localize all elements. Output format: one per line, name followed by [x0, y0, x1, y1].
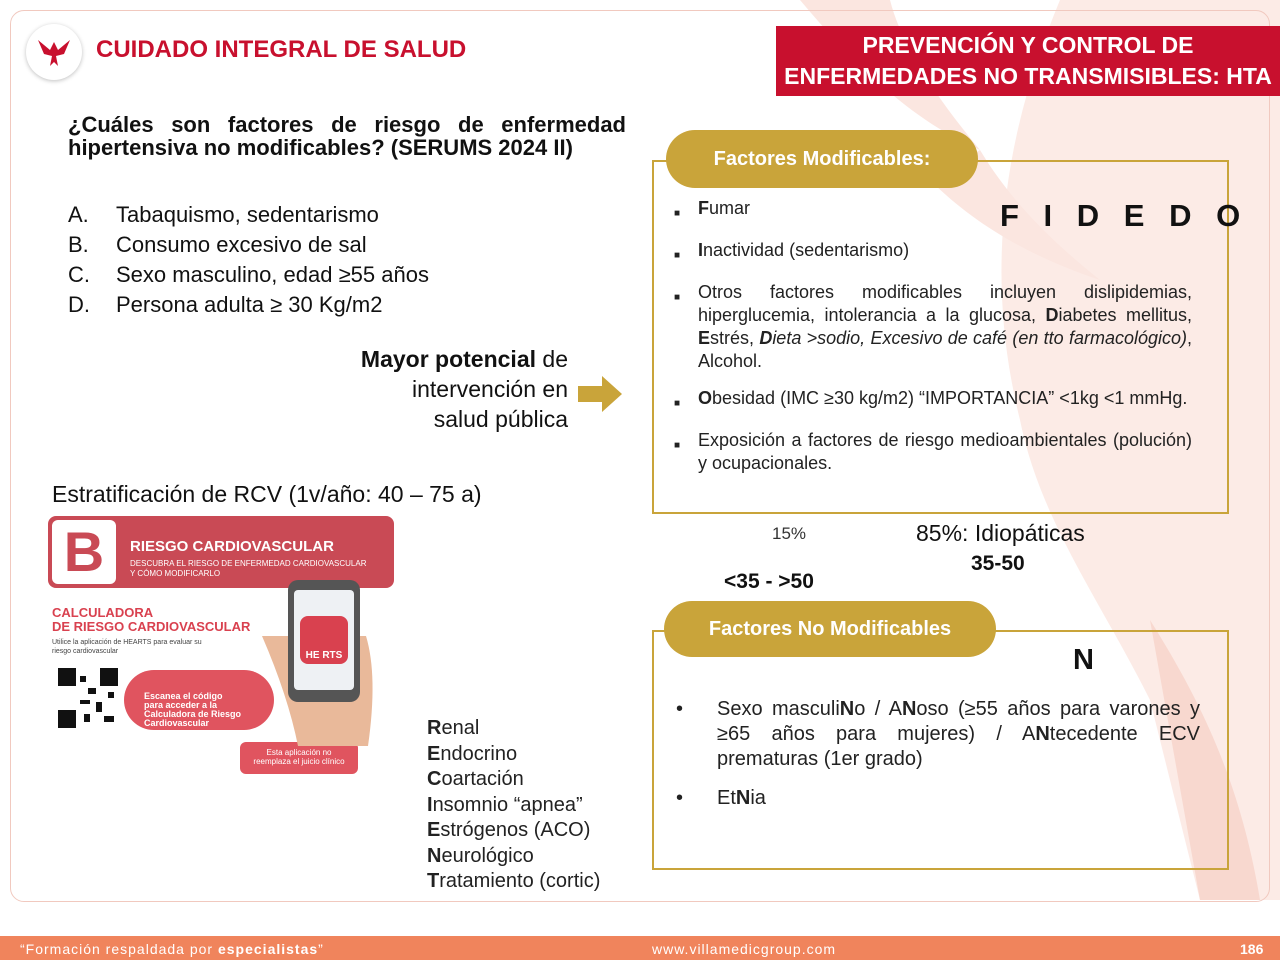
item-text: ia [750, 787, 766, 809]
item-text: Et [717, 787, 736, 809]
pct-15: 15% [772, 524, 807, 543]
calc-title-line1: CALCULADORA [52, 605, 154, 620]
item-text: iabetes mellitus, [1058, 305, 1193, 325]
footer-quote-pre: “Formación respaldada por [20, 941, 218, 957]
initial-letter: D [759, 328, 773, 348]
list-item [427, 869, 600, 895]
list-item [427, 716, 600, 742]
initial-letter: C [427, 768, 442, 790]
initial-letter: R [427, 717, 442, 739]
option-text: Tabaquismo, sedentarismo [116, 202, 379, 227]
square-bullet-icon: ■ [674, 440, 681, 451]
answer-options [68, 200, 429, 320]
hearts-app-label: HE RTS [305, 650, 343, 661]
item-text-italic: ieta >sodio, Excesivo de café (en tto farmacológico) [772, 328, 1187, 348]
initial-letter: T [427, 870, 440, 892]
item-text: Otros factores modificables incluyen dislipidemias, hiperglucemia, intolerancia a la glucosa, [698, 282, 1192, 325]
option-a [68, 200, 429, 230]
mayor-bold: Mayor potencial [360, 346, 537, 372]
square-bullet-icon: ■ [674, 250, 681, 261]
phoenix-logo-icon [34, 32, 74, 72]
page-number: 186 [1240, 941, 1264, 957]
list-item [676, 786, 1200, 811]
item-text: eurológico [441, 844, 534, 867]
scan-line3: Calculadora de Riesgo [144, 709, 242, 719]
card-title: RIESGO CARDIOVASCULAR [130, 538, 334, 555]
public-health-note [300, 344, 568, 434]
hearts-card [48, 516, 394, 776]
item-text: , Alcohol. [698, 328, 1192, 371]
card-note [244, 748, 354, 766]
option-letter: D. [68, 292, 90, 317]
range-85: 35-50 [971, 552, 1025, 575]
nonmodifiable-factors-title: Factores No Modificables [664, 601, 996, 657]
nonmodifiable-factors-list [676, 697, 1200, 825]
option-c [68, 260, 429, 290]
footer-quote-bold: especialistas [217, 941, 319, 957]
option-letter: A. [68, 202, 89, 227]
topic-title-line1: PREVENCIÓN Y CONTROL DE [862, 32, 1194, 58]
scan-text [144, 692, 241, 728]
arrow-right-icon [578, 374, 622, 414]
list-item [427, 818, 600, 844]
calc-title [52, 606, 250, 634]
option-text: Sexo masculino, edad ≥55 años [116, 262, 429, 287]
pct-85: 85%: Idiopáticas [916, 520, 1085, 546]
square-bullet-icon: ■ [674, 292, 681, 303]
item-text: tecedente ECV prematuras (1er grado) [717, 723, 1200, 770]
initial-letter: N [1035, 723, 1050, 745]
initial-letter: F [698, 198, 709, 218]
footer [0, 936, 1280, 960]
topic-header [776, 26, 1280, 96]
fidedo-acronym: F I D E D O [1000, 198, 1249, 233]
scan-line2: para acceder a la [144, 700, 218, 710]
bullet-icon: • [676, 698, 684, 720]
list-item [674, 197, 1192, 225]
option-text: Consumo excesivo de sal [116, 232, 367, 257]
rcv-stratification: Estratificación de RCV (1v/año: 40 – 75 a) [52, 481, 482, 507]
range-15: <35 - >50 [724, 570, 814, 593]
item-text: umar [709, 198, 751, 218]
question-text: ¿Cuáles son factores de riesgo de enfermedad hipertensiva no modificables? (SERUMS 2024 II) [68, 112, 626, 160]
list-item [427, 793, 600, 819]
calc-desc-line2: riesgo cardiovascular [52, 648, 119, 655]
initial-letter: I [427, 793, 433, 816]
initial-letter: D [1045, 305, 1059, 325]
footer-quote-post: ” [318, 941, 324, 957]
initial-letter: E [698, 328, 711, 348]
brand-title: CUIDADO INTEGRAL DE SALUD [96, 36, 467, 63]
mayor-rest: de [536, 346, 568, 372]
list-item [674, 281, 1192, 373]
item-text: oso (≥55 años para varones y ≥65 años para mujeres) / A [717, 698, 1201, 745]
calc-title-line2: DE RIESGO CARDIOVASCULAR [52, 619, 251, 634]
item-text: besidad (IMC ≥30 kg/m2) “IMPORTANCIA” <1kg <1 mmHg. [712, 388, 1188, 408]
initial-letter: N [735, 787, 751, 809]
mayor-line3: salud pública [433, 406, 568, 432]
scan-line1: Escanea el código [144, 691, 223, 701]
list-item [427, 767, 600, 793]
item-text: Sexo masculi [717, 698, 840, 720]
calc-desc-line1: Utilice la aplicación de HEARTS para evaluar su [52, 639, 202, 646]
secondary-causes-list [427, 716, 600, 895]
list-item [427, 742, 600, 768]
option-d [68, 290, 429, 320]
initial-letter: N [427, 844, 442, 867]
initial-letter: E [427, 819, 441, 841]
calc-desc [52, 638, 202, 656]
bullet-icon: • [676, 787, 684, 809]
option-letter: B. [68, 232, 89, 257]
item-text: strés, [710, 328, 760, 348]
initial-letter: N [839, 698, 855, 720]
initial-letter: N [901, 698, 917, 720]
modifiable-factors-list [674, 197, 1192, 489]
item-text: nsomnio “apnea” [432, 793, 583, 816]
scan-line4: Cardiovascular [144, 718, 210, 728]
card-subtitle-line1: DESCUBRA EL RIESGO DE ENFERMEDAD CARDIOVASCULAR [130, 559, 367, 568]
item-text: ratamiento (cortic) [439, 870, 601, 892]
item-text: ndocrino [440, 742, 518, 765]
card-note-line1: Esta aplicación no [266, 748, 332, 757]
list-item [676, 697, 1200, 772]
item-text: Exposición a factores de riesgo medioambientales (polución) y ocupacionales. [698, 430, 1192, 473]
mayor-line2: intervención en [412, 376, 568, 402]
card-subtitle-line2: Y CÓMO MODIFICARLO [130, 569, 221, 578]
list-item [427, 844, 600, 870]
option-b [68, 230, 429, 260]
square-bullet-icon: ■ [674, 208, 681, 219]
card-letter: B [63, 520, 105, 583]
footer-url[interactable]: www.villamedicgroup.com [652, 941, 837, 957]
list-item [674, 429, 1192, 475]
card-note-line2: reemplaza el juicio clínico [253, 757, 345, 766]
option-letter: C. [68, 262, 90, 287]
initial-letter: E [427, 742, 441, 765]
item-text: nactividad (sedentarismo) [703, 240, 910, 260]
logo [26, 24, 82, 80]
initial-letter: O [698, 388, 713, 408]
item-text: oartación [441, 768, 524, 790]
initial-letter: I [698, 240, 704, 260]
item-text: o / A [854, 698, 902, 720]
modifiable-factors-title: Factores Modificables: [666, 130, 978, 188]
list-item [674, 239, 1192, 267]
item-text: strógenos (ACO) [440, 819, 591, 841]
footer-quote [20, 941, 324, 957]
square-bullet-icon: ■ [674, 398, 681, 409]
card-subtitle [130, 559, 367, 579]
item-text: enal [441, 717, 480, 739]
topic-title-line2: ENFERMEDADES NO TRANSMISIBLES: HTA [784, 63, 1272, 89]
list-item [674, 387, 1192, 415]
option-text: Persona adulta ≥ 30 Kg/m2 [116, 292, 383, 317]
n-acronym: N [1073, 644, 1094, 676]
